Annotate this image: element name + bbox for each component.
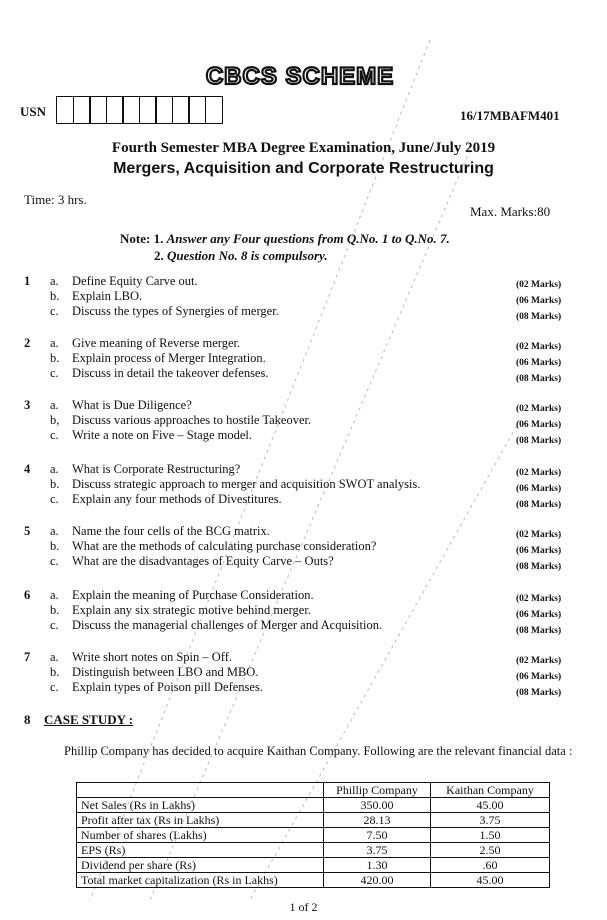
part-label: b, [50, 413, 60, 427]
part-text: Explain types of Poison pill Defenses. [72, 680, 263, 694]
part-label: a. [50, 588, 59, 602]
part-label: a. [50, 650, 59, 664]
part-text: Write short notes on Spin – Off. [72, 650, 233, 664]
question-part [50, 304, 279, 319]
marks-label: (02 Marks) [516, 468, 562, 478]
part-label: c. [50, 554, 59, 568]
question-part [50, 680, 263, 695]
cell-value: 45.00 [431, 798, 550, 813]
table-row [77, 798, 550, 813]
question-part [50, 650, 232, 665]
marks-label: (02 Marks) [516, 656, 562, 666]
question-part [50, 477, 420, 492]
marks-label: (06 Marks) [516, 672, 562, 682]
marks-label: (06 Marks) [516, 484, 562, 494]
column-header: Kaithan Company [431, 783, 550, 798]
table-row [77, 858, 550, 873]
question-number: 3 [24, 398, 31, 412]
part-label: a. [50, 524, 59, 538]
question-part [50, 603, 311, 618]
marks-label: (02 Marks) [516, 404, 562, 414]
question-part [50, 398, 192, 413]
cell-value: 350.00 [324, 798, 431, 813]
marks-label: (06 Marks) [516, 546, 562, 556]
part-text: Explain any six strategic motive behind merger. [72, 603, 311, 617]
question-part [50, 588, 314, 603]
note-line-2 [120, 247, 450, 264]
note-2-number: 2. [154, 248, 164, 263]
part-text: Explain any four methods of Divestitures. [72, 492, 282, 506]
table-row [77, 813, 550, 828]
question-part [50, 274, 198, 289]
part-text: Explain process of Merger Integration. [72, 351, 266, 365]
part-label: c. [50, 304, 59, 318]
note-1-text: Answer any Four questions from Q.No. 1 to Q.No. 7. [166, 231, 450, 246]
note-1-number: 1. [153, 231, 164, 246]
marks-label: (08 Marks) [516, 312, 562, 322]
question-part [50, 289, 142, 304]
part-text: What are the methods of calculating purchase consideration? [72, 539, 377, 553]
row-label: Total market capitalization (Rs in Lakhs) [77, 873, 324, 888]
part-label: b. [50, 603, 60, 617]
part-text: Write a note on Five – Stage model. [72, 428, 253, 442]
part-label: c. [50, 428, 59, 442]
usn-label: USN [20, 104, 47, 119]
usn-boxes [56, 96, 221, 124]
marks-label: (06 Marks) [516, 420, 562, 430]
question-part [50, 618, 382, 633]
exam-note [120, 230, 450, 264]
cell-value: 3.75 [431, 813, 550, 828]
part-text: Explain LBO. [72, 289, 143, 303]
marks-label: (06 Marks) [516, 296, 562, 306]
usn-digit-box[interactable] [172, 96, 190, 124]
row-label: Net Sales (Rs in Lakhs) [77, 798, 324, 813]
table-row [77, 828, 550, 843]
part-text: What is Corporate Restructuring? [72, 462, 241, 476]
part-label: c. [50, 618, 59, 632]
note-prefix: Note: [120, 231, 151, 246]
part-text: Distinguish between LBO and MBO. [72, 665, 259, 679]
question-part [50, 665, 258, 680]
note-2-text: Question No. 8 is compulsory. [167, 248, 328, 263]
part-label: b. [50, 289, 60, 303]
cell-value: 420.00 [324, 873, 431, 888]
marks-label: (08 Marks) [516, 562, 562, 572]
question-number: 5 [24, 524, 31, 538]
part-text: Discuss strategic approach to merger and acquisition SWOT analysis. [72, 477, 421, 491]
financial-data-table [76, 782, 550, 888]
cell-value: 2.50 [431, 843, 550, 858]
marks-label: (08 Marks) [516, 688, 562, 698]
part-label: a. [50, 274, 59, 288]
usn-digit-box[interactable] [73, 96, 91, 124]
case-study-title: CASE STUDY : [44, 712, 134, 727]
subject-code: 16/17MBAFM401 [460, 108, 560, 123]
table-row [77, 843, 550, 858]
row-label: Profit after tax (Rs in Lakhs) [77, 813, 324, 828]
part-label: a. [50, 336, 59, 350]
part-label: c. [50, 366, 59, 380]
row-label: Dividend per share (Rs) [77, 858, 324, 873]
part-text: What are the disadvantages of Equity Carve – Outs? [72, 554, 334, 568]
marks-label: (02 Marks) [516, 280, 562, 290]
marks-label: (08 Marks) [516, 374, 562, 384]
usn-digit-box[interactable] [122, 96, 140, 124]
question-part [50, 462, 240, 477]
table-row [77, 873, 550, 888]
marks-label: (02 Marks) [516, 594, 562, 604]
cell-value: .60 [431, 858, 550, 873]
part-label: a. [50, 462, 59, 476]
usn-digit-box[interactable] [188, 96, 206, 124]
part-label: c. [50, 492, 59, 506]
table-header-row [77, 783, 550, 798]
usn-digit-box[interactable] [155, 96, 173, 124]
part-label: c. [50, 680, 59, 694]
part-text: What is Due Diligence? [72, 398, 192, 412]
marks-label: (02 Marks) [516, 530, 562, 540]
question-part [50, 492, 282, 507]
usn-digit-box[interactable] [139, 96, 157, 124]
part-text: Discuss various approaches to hostile Takeover. [72, 413, 312, 427]
marks-label: (08 Marks) [516, 436, 562, 446]
cell-value: 3.75 [324, 843, 431, 858]
question-part [50, 539, 376, 554]
page-number: 1 of 2 [289, 900, 318, 914]
exam-title: Fourth Semester MBA Degree Examination, June/July 2019 [111, 140, 496, 156]
case-study-text: Phillip Company has decided to acquire Kaithan Company. Following are the relevant financial data : [64, 744, 573, 758]
part-text: Define Equity Carve out. [72, 274, 198, 288]
cbcs-scheme-logo [205, 56, 395, 92]
cell-value: 7.50 [324, 828, 431, 843]
row-label: Number of shares (Lakhs) [77, 828, 324, 843]
column-header: Phillip Company [324, 783, 431, 798]
question-part [50, 336, 240, 351]
marks-label: (06 Marks) [516, 610, 562, 620]
row-label: EPS (Rs) [77, 843, 324, 858]
part-label: b. [50, 665, 60, 679]
cell-value: 28.13 [324, 813, 431, 828]
marks-label: (08 Marks) [516, 626, 562, 636]
case-study-number: 8 [24, 712, 31, 727]
question-part [50, 428, 252, 443]
question-number: 7 [24, 650, 31, 664]
part-label: a. [50, 398, 59, 412]
marks-label: (08 Marks) [516, 500, 562, 510]
usn-digit-box[interactable] [56, 96, 74, 124]
max-marks: Max. Marks:80 [470, 204, 551, 219]
part-label: b. [50, 351, 60, 365]
question-part [50, 524, 270, 539]
part-label: b. [50, 539, 60, 553]
question-part [50, 366, 268, 381]
note-line-1 [120, 230, 450, 247]
question-part [50, 351, 266, 366]
usn-digit-box[interactable] [89, 96, 107, 124]
cell-value: 1.50 [431, 828, 550, 843]
question-number: 2 [24, 336, 31, 350]
question-part [50, 554, 334, 569]
usn-digit-box[interactable] [205, 96, 223, 124]
question-part [50, 413, 311, 428]
marks-label: (06 Marks) [516, 358, 562, 368]
part-label: b. [50, 477, 60, 491]
cell-value: 45.00 [431, 873, 550, 888]
usn-digit-box[interactable] [106, 96, 124, 124]
column-header [77, 783, 324, 798]
part-text: Give meaning of Reverse merger. [72, 336, 241, 350]
question-number: 4 [24, 462, 31, 476]
part-text: Discuss the types of Synergies of merger. [72, 304, 279, 318]
question-number: 1 [24, 274, 31, 288]
cell-value: 1.30 [324, 858, 431, 873]
part-text: Discuss in detail the takeover defenses. [72, 366, 269, 380]
part-text: Discuss the managerial challenges of Merger and Acquisition. [72, 618, 383, 632]
question-number: 6 [24, 588, 31, 602]
subject-title: Mergers, Acquisition and Corporate Restructuring [113, 160, 494, 177]
marks-label: (02 Marks) [516, 342, 562, 352]
scheme-text: CBCS SCHEME [205, 63, 395, 90]
time-allowed: Time: 3 hrs. [24, 192, 87, 207]
part-text: Name the four cells of the BCG matrix. [72, 524, 270, 538]
part-text: Explain the meaning of Purchase Consideration. [72, 588, 314, 602]
